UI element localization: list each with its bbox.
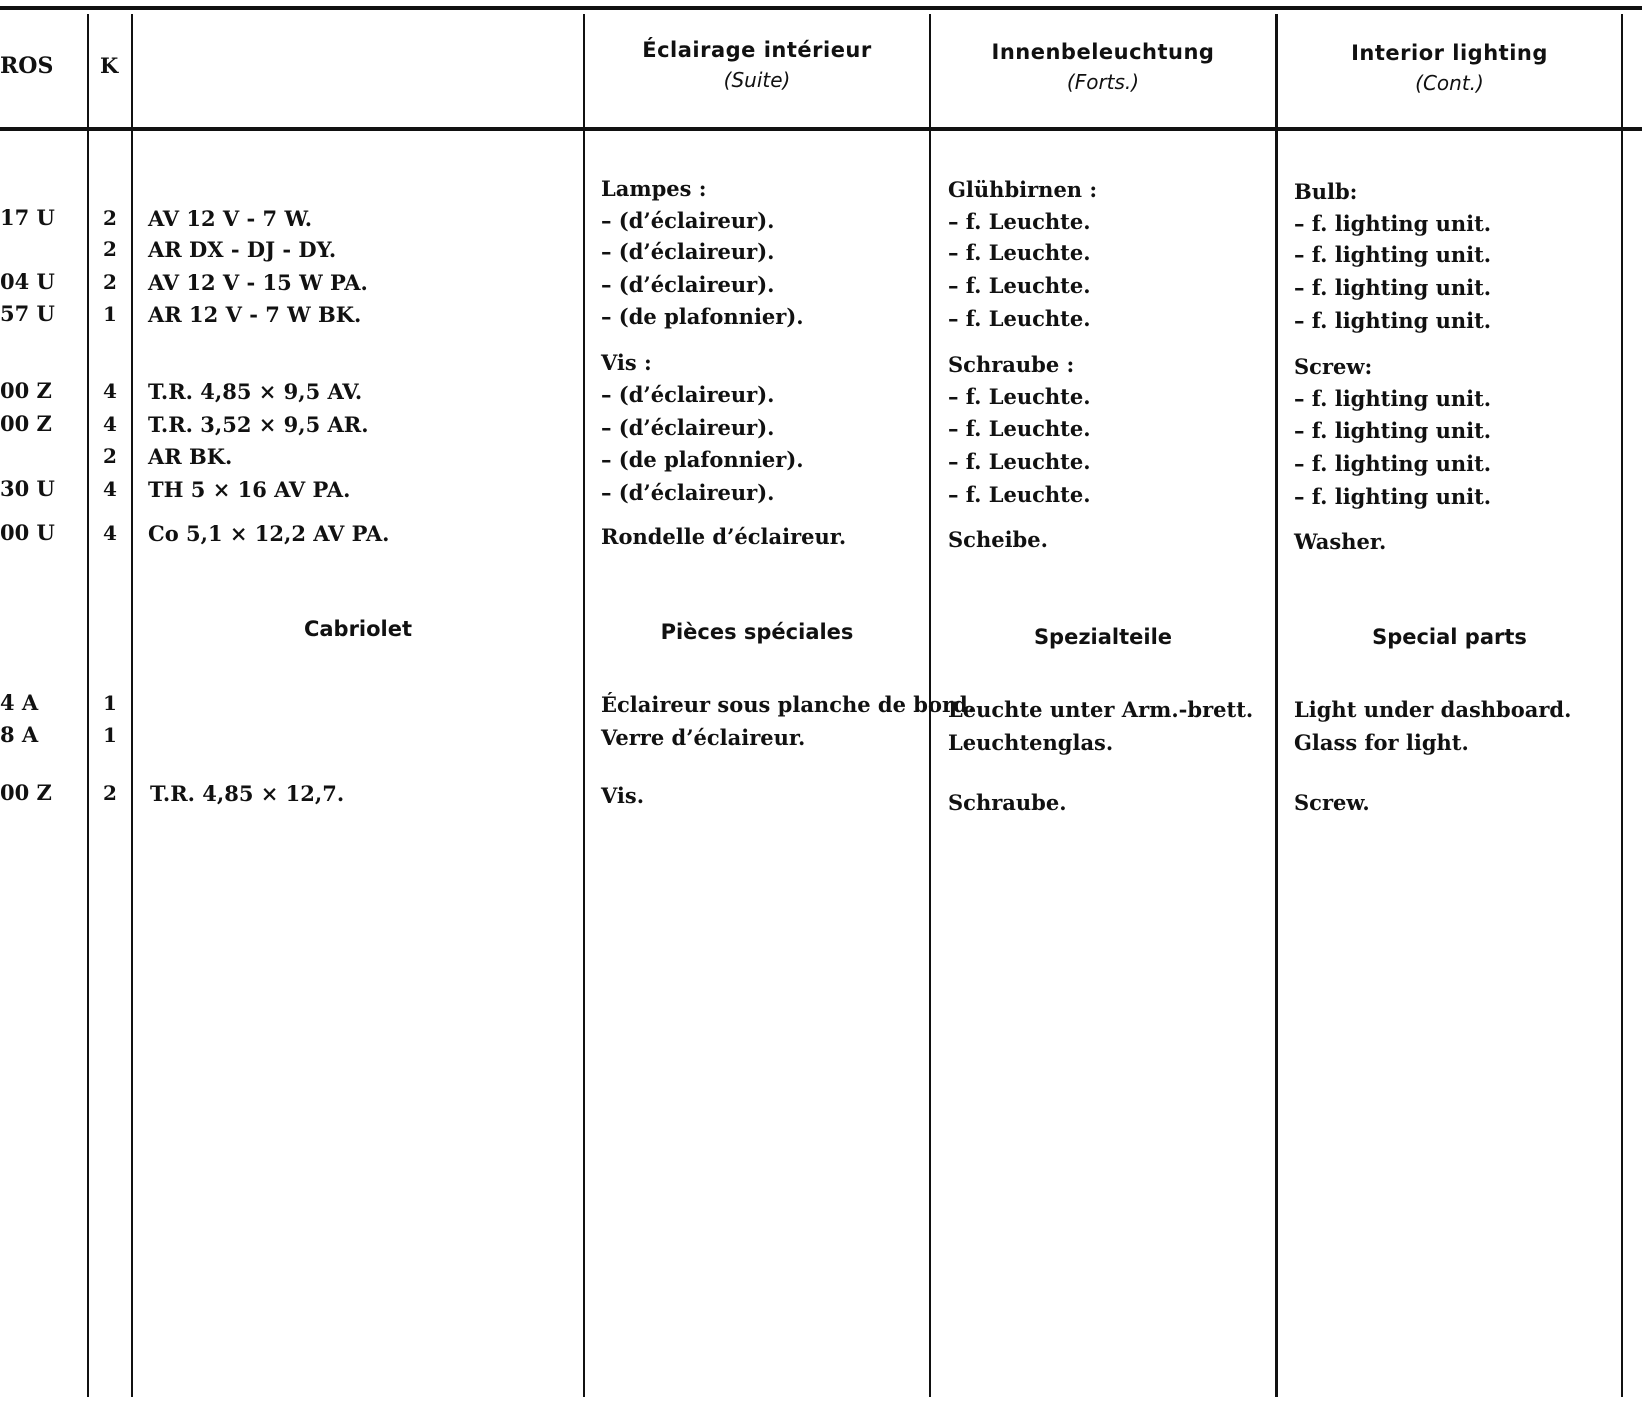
row-qty: 4	[103, 521, 117, 545]
column-divider	[1275, 14, 1278, 1397]
group-label-bulbs-fr: Lampes :	[601, 176, 707, 201]
row-description: AV 12 V - 7 W.	[148, 206, 313, 231]
section-title-cabriolet: Cabriolet	[303, 617, 413, 641]
row-ref: 57 U	[0, 301, 55, 326]
row-english: – f. lighting unit.	[1294, 308, 1492, 333]
section-title-english: Special parts	[1372, 625, 1527, 649]
section-title-french: Pièces spéciales	[660, 620, 854, 644]
group-label-screws-fr: Vis :	[601, 350, 652, 375]
row-french: – (de plafonnier).	[601, 447, 804, 472]
special-row-qty: 1	[103, 723, 117, 747]
row-german: – f. Leuchte.	[948, 209, 1091, 234]
row-german: – f. Leuchte.	[948, 240, 1091, 265]
top-rule	[0, 6, 1642, 10]
row-french: – (de plafonnier).	[601, 304, 804, 329]
group-label-bulbs-en: Bulb:	[1294, 179, 1358, 204]
header-french-subtitle: (Suite)	[723, 68, 791, 92]
row-qty: 4	[103, 412, 117, 436]
row-french: – (d’éclaireur).	[601, 272, 775, 297]
row-description: AR 12 V - 7 W BK.	[148, 302, 362, 327]
row-english: Washer.	[1294, 529, 1387, 554]
row-french: – (d’éclaireur).	[601, 239, 775, 264]
row-qty: 2	[103, 444, 117, 468]
group-label-screws-en: Screw:	[1294, 354, 1373, 379]
special-row-german: Leuchte unter Arm.-brett.	[948, 697, 1254, 722]
row-qty: 1	[103, 302, 117, 326]
row-qty: 4	[103, 477, 117, 501]
header-english-subtitle: (Cont.)	[1415, 71, 1484, 95]
row-qty: 2	[103, 270, 117, 294]
column-divider	[131, 14, 133, 1397]
row-ref: 04 U	[0, 269, 55, 294]
header-german-subtitle: (Forts.)	[1066, 70, 1140, 94]
header-english-title: Interior lighting	[1351, 41, 1548, 65]
column-divider	[1621, 14, 1623, 1397]
row-french: – (d’éclaireur).	[601, 480, 775, 505]
special-row-german: Schraube.	[948, 790, 1067, 815]
section-title-german: Spezialteile	[1033, 625, 1173, 649]
row-german: Scheibe.	[948, 527, 1048, 552]
header-german-title: Innenbeleuchtung	[991, 40, 1215, 64]
row-english: – f. lighting unit.	[1294, 451, 1492, 476]
row-ref: 17 U	[0, 205, 55, 230]
header-french	[585, 38, 929, 92]
row-qty: 2	[103, 237, 117, 261]
special-row-french: Vis.	[601, 783, 645, 808]
row-german: – f. Leuchte.	[948, 449, 1091, 474]
row-english: – f. lighting unit.	[1294, 386, 1492, 411]
header-ref-label: ROS	[0, 53, 54, 79]
special-row-description: T.R. 4,85 × 12,7.	[150, 781, 345, 806]
row-description: TH 5 × 16 AV PA.	[148, 477, 351, 502]
group-label-bulbs-de: Glühbirnen :	[948, 177, 1098, 202]
column-divider	[87, 14, 89, 1397]
row-qty: 2	[103, 206, 117, 230]
row-english: – f. lighting unit.	[1294, 242, 1492, 267]
header-k-label: K	[100, 53, 119, 78]
row-german: – f. Leuchte.	[948, 384, 1091, 409]
column-divider	[583, 14, 585, 1397]
row-german: – f. Leuchte.	[948, 306, 1091, 331]
special-row-english: Glass for light.	[1294, 730, 1469, 755]
row-ref: 00 Z	[0, 378, 52, 403]
row-english: – f. lighting unit.	[1294, 275, 1492, 300]
header-rule	[0, 127, 1642, 131]
row-description: AR DX - DJ - DY.	[148, 237, 337, 262]
special-row-ref: 00 Z	[0, 780, 52, 805]
row-english: – f. lighting unit.	[1294, 418, 1492, 443]
row-german: – f. Leuchte.	[948, 273, 1091, 298]
row-french: – (d’éclaireur).	[601, 208, 775, 233]
group-label-screws-de: Schraube :	[948, 352, 1075, 377]
special-row-french: Verre d’éclaireur.	[601, 725, 806, 750]
row-description: Co 5,1 × 12,2 AV PA.	[148, 521, 390, 546]
row-description: T.R. 4,85 × 9,5 AV.	[148, 379, 363, 404]
special-row-german: Leuchtenglas.	[948, 730, 1114, 755]
row-english: – f. lighting unit.	[1294, 484, 1492, 509]
row-french: Rondelle d’éclaireur.	[601, 524, 847, 549]
row-ref: 00 U	[0, 520, 55, 545]
header-english	[1278, 41, 1621, 95]
special-row-qty: 2	[103, 781, 117, 805]
row-english: – f. lighting unit.	[1294, 211, 1492, 236]
special-row-ref: 4 A	[0, 690, 39, 715]
row-ref: 30 U	[0, 476, 55, 501]
row-french: – (d’éclaireur).	[601, 415, 775, 440]
row-ref: 00 Z	[0, 411, 52, 436]
special-row-english: Screw.	[1294, 790, 1370, 815]
header-german	[931, 40, 1275, 94]
special-row-french: Éclaireur sous planche de bord.	[601, 692, 976, 717]
special-row-ref: 8 A	[0, 722, 39, 747]
row-description: AV 12 V - 15 W PA.	[148, 270, 368, 295]
row-german: – f. Leuchte.	[948, 482, 1091, 507]
row-description: AR BK.	[148, 444, 233, 469]
row-german: – f. Leuchte.	[948, 416, 1091, 441]
row-french: – (d’éclaireur).	[601, 382, 775, 407]
header-french-title: Éclairage intérieur	[642, 38, 872, 62]
row-description: T.R. 3,52 × 9,5 AR.	[148, 412, 369, 437]
special-row-qty: 1	[103, 691, 117, 715]
special-row-english: Light under dashboard.	[1294, 697, 1572, 722]
row-qty: 4	[103, 379, 117, 403]
